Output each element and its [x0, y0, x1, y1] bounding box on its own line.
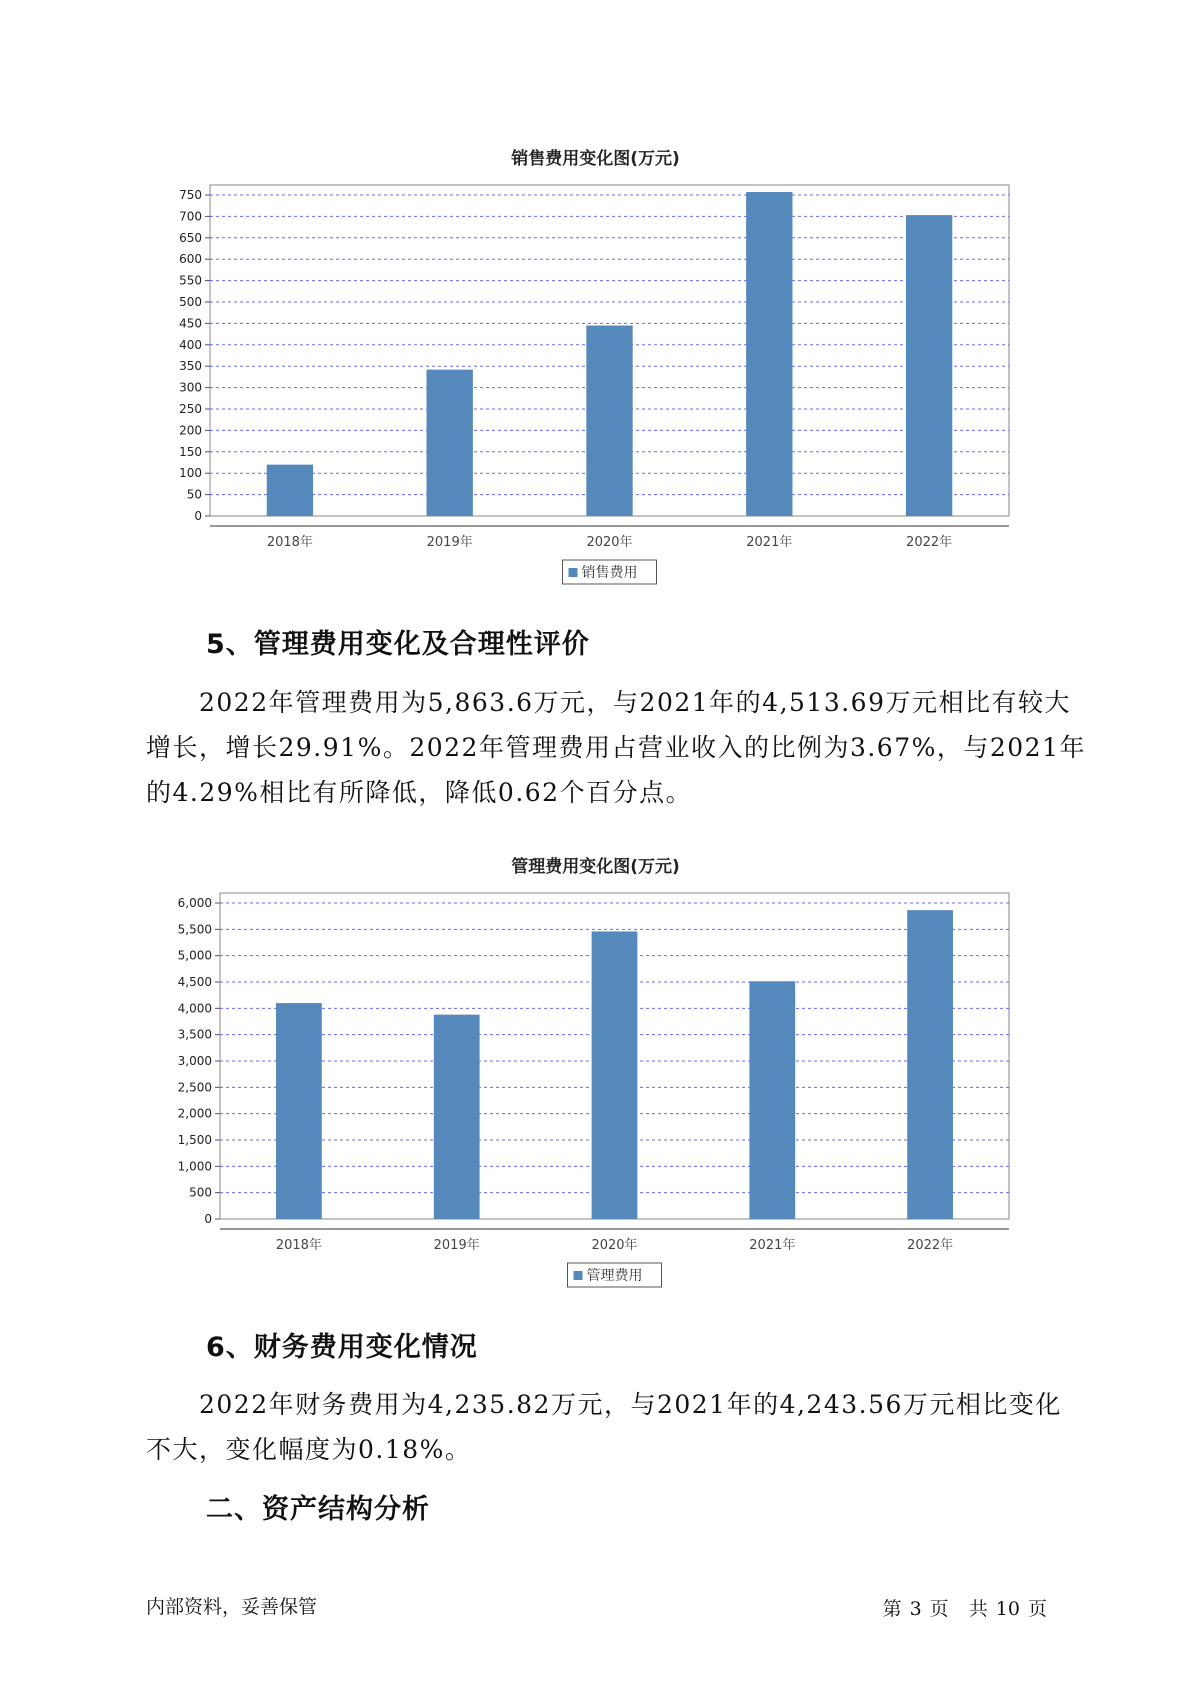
- y-tick-label: 600: [179, 252, 202, 267]
- legend-swatch: [569, 568, 578, 577]
- y-tick-label: 550: [179, 273, 202, 288]
- y-tick-label: 0: [194, 509, 202, 523]
- bar: [906, 215, 952, 516]
- x-tick-label: 2018年: [275, 1238, 322, 1253]
- section-6-paragraph: [146, 1382, 1062, 1472]
- bar: [267, 465, 313, 516]
- y-tick-label: 6,000: [177, 896, 212, 910]
- page-number: 3: [909, 1598, 922, 1620]
- page-unit: 页: [929, 1598, 949, 1620]
- bar: [586, 326, 632, 516]
- section-6-heading: 6、财务费用变化情况: [206, 1332, 478, 1363]
- x-tick-label: 2020年: [586, 535, 633, 550]
- y-tick-label: 5,500: [177, 922, 212, 937]
- y-tick-label: 350: [179, 359, 202, 374]
- y-tick-label: 150: [179, 444, 202, 459]
- bar: [427, 370, 473, 516]
- footer-confidential-note: 内部资料，妥善保管: [146, 1596, 318, 1618]
- section-5-heading: 5、管理费用变化及合理性评价: [206, 629, 590, 660]
- total-pages: 10: [995, 1598, 1020, 1620]
- paragraph-line: 2022年管理费用为5,863.6万元，与2021年的4,513.69万元相比有较大: [146, 688, 1071, 717]
- y-tick-label: 400: [179, 337, 202, 352]
- total-unit: 页: [1027, 1598, 1047, 1620]
- y-tick-label: 450: [179, 316, 202, 331]
- bar: [434, 1015, 480, 1219]
- sales-chart-title: 销售费用变化图(万元): [511, 149, 680, 169]
- x-tick-label: 2019年: [426, 535, 473, 550]
- y-tick-label: 100: [179, 466, 202, 481]
- y-tick-label: 750: [179, 188, 202, 202]
- paragraph-line: 不大，变化幅度为0.18%。: [146, 1435, 472, 1464]
- y-tick-label: 1,000: [177, 1159, 212, 1174]
- paragraph-line: 的4.29%相比有所降低，降低0.62个百分点。: [146, 778, 693, 807]
- bar: [276, 1003, 322, 1219]
- footer-page-info: [879, 1594, 1051, 1621]
- y-tick-label: 700: [179, 209, 202, 224]
- y-tick-label: 250: [179, 402, 202, 416]
- bar: [592, 931, 638, 1219]
- y-tick-label: 2,000: [177, 1106, 212, 1121]
- x-tick-label: 2021年: [749, 1238, 796, 1253]
- x-tick-label: 2022年: [907, 1238, 954, 1253]
- legend-swatch: [574, 1271, 583, 1280]
- admin-expense-chart: [0, 878, 1191, 1298]
- section-two-heading: 二、资产结构分析: [206, 1494, 430, 1525]
- y-tick-label: 2,500: [177, 1080, 212, 1095]
- y-tick-label: 200: [179, 423, 202, 438]
- y-tick-label: 4,000: [177, 1001, 212, 1016]
- y-tick-label: 4,500: [177, 975, 212, 989]
- x-tick-label: 2018年: [266, 535, 313, 550]
- y-tick-label: 3,500: [177, 1027, 212, 1042]
- y-tick-label: 1,500: [177, 1133, 212, 1147]
- sales-expense-chart: [0, 170, 1191, 590]
- paragraph-line: 增长，增长29.91%。2022年管理费用占营业收入的比例为3.67%，与2021年: [146, 733, 1086, 762]
- x-tick-label: 2020年: [591, 1238, 638, 1253]
- admin-chart-title: 管理费用变化图(万元): [511, 857, 680, 877]
- y-tick-label: 500: [179, 295, 202, 309]
- y-tick-label: 5,000: [177, 948, 212, 963]
- legend-label: 销售费用: [581, 565, 638, 581]
- section-5-paragraph: [146, 680, 1086, 815]
- bar: [749, 981, 795, 1219]
- y-tick-label: 300: [179, 380, 202, 395]
- y-tick-label: 0: [204, 1212, 212, 1226]
- x-tick-label: 2022年: [906, 535, 953, 550]
- x-tick-label: 2019年: [433, 1238, 480, 1253]
- y-tick-label: 650: [179, 230, 202, 245]
- bar: [746, 192, 792, 516]
- bar: [907, 910, 953, 1219]
- legend-label: 管理费用: [586, 1268, 643, 1284]
- page-prefix: 第: [882, 1598, 902, 1620]
- y-tick-label: 500: [189, 1185, 212, 1200]
- y-tick-label: 3,000: [177, 1054, 212, 1068]
- paragraph-line: 2022年财务费用为4,235.82万元，与2021年的4,243.56万元相比变化: [146, 1390, 1062, 1419]
- x-tick-label: 2021年: [746, 535, 793, 550]
- y-tick-label: 50: [186, 487, 202, 502]
- total-prefix: 共: [968, 1598, 988, 1620]
